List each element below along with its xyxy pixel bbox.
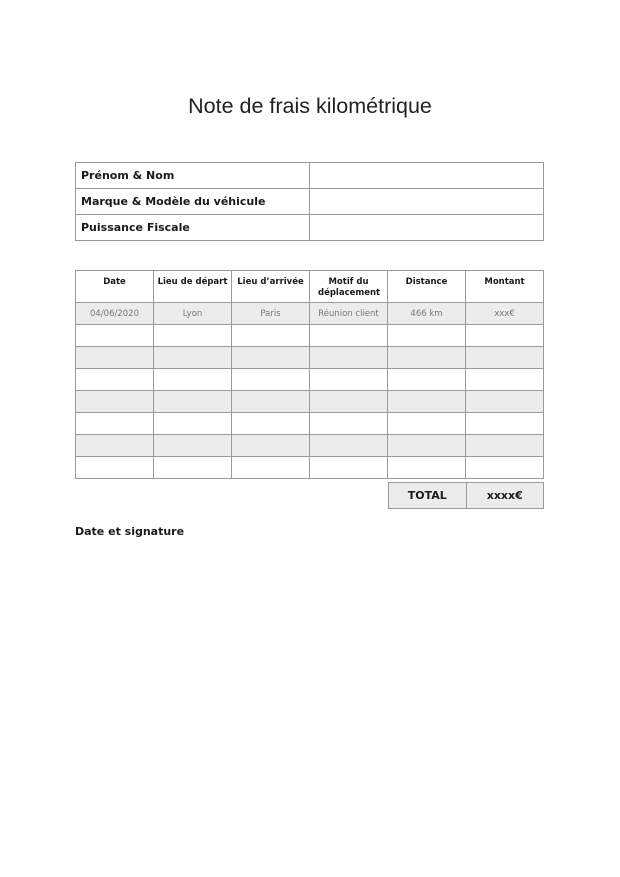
purpose-cell[interactable] [310,347,388,369]
identity-row-name [76,163,544,189]
signature-label: Date et signature [75,525,185,538]
vehicle-field[interactable] [310,189,544,215]
fiscal-power-label: Puissance Fiscale [76,215,310,241]
table-row [76,413,544,435]
departure-cell[interactable] [154,391,232,413]
date-cell[interactable] [76,457,154,479]
table-row [76,303,544,325]
header-date: Date [76,271,154,303]
table-row [76,391,544,413]
arrival-cell[interactable] [232,369,310,391]
distance-cell[interactable]: 466 km [388,303,466,325]
amount-cell[interactable] [466,413,544,435]
departure-cell[interactable] [154,347,232,369]
departure-cell[interactable] [154,435,232,457]
date-cell[interactable]: 04/06/2020 [76,303,154,325]
date-cell[interactable] [76,435,154,457]
departure-cell[interactable] [154,369,232,391]
name-label: Prénom & Nom [76,163,310,189]
arrival-cell[interactable]: Paris [232,303,310,325]
table-row [76,347,544,369]
arrival-cell[interactable] [232,347,310,369]
departure-cell[interactable] [154,325,232,347]
total-label: TOTAL [389,483,467,509]
departure-cell[interactable] [154,457,232,479]
vehicle-label: Marque & Modèle du véhicule [76,189,310,215]
arrival-cell[interactable] [232,457,310,479]
distance-cell[interactable] [388,369,466,391]
identity-table [75,162,544,241]
purpose-cell[interactable]: Réunion client [310,303,388,325]
amount-cell[interactable] [466,391,544,413]
distance-cell[interactable] [388,413,466,435]
amount-cell[interactable] [466,325,544,347]
amount-cell[interactable] [466,347,544,369]
date-cell[interactable] [76,391,154,413]
name-field[interactable] [310,163,544,189]
amount-cell[interactable] [466,457,544,479]
date-cell[interactable] [76,369,154,391]
table-row [76,369,544,391]
header-distance: Distance [388,271,466,303]
trips-header-row [76,271,544,303]
amount-cell[interactable]: xxx€ [466,303,544,325]
arrival-cell[interactable] [232,413,310,435]
fiscal-power-field[interactable] [310,215,544,241]
arrival-cell[interactable] [232,391,310,413]
purpose-cell[interactable] [310,457,388,479]
amount-cell[interactable] [466,435,544,457]
purpose-cell[interactable] [310,391,388,413]
table-row [76,435,544,457]
purpose-cell[interactable] [310,369,388,391]
header-purpose: Motif du déplacement [310,271,388,303]
date-cell[interactable] [76,325,154,347]
total-value: xxxx€ [466,483,544,509]
identity-row-vehicle [76,189,544,215]
distance-cell[interactable] [388,347,466,369]
date-cell[interactable] [76,413,154,435]
arrival-cell[interactable] [232,435,310,457]
purpose-cell[interactable] [310,325,388,347]
trips-table [75,270,544,479]
total-row [389,483,544,509]
departure-cell[interactable] [154,413,232,435]
total-table [388,482,544,509]
table-row [76,457,544,479]
header-amount: Montant [466,271,544,303]
header-departure: Lieu de départ [154,271,232,303]
purpose-cell[interactable] [310,435,388,457]
amount-cell[interactable] [466,369,544,391]
distance-cell[interactable] [388,325,466,347]
header-arrival: Lieu d’arrivée [232,271,310,303]
distance-cell[interactable] [388,435,466,457]
date-cell[interactable] [76,347,154,369]
distance-cell[interactable] [388,457,466,479]
distance-cell[interactable] [388,391,466,413]
departure-cell[interactable]: Lyon [154,303,232,325]
page-title: Note de frais kilométrique [188,94,432,118]
arrival-cell[interactable] [232,325,310,347]
table-row [76,325,544,347]
purpose-cell[interactable] [310,413,388,435]
identity-row-power [76,215,544,241]
